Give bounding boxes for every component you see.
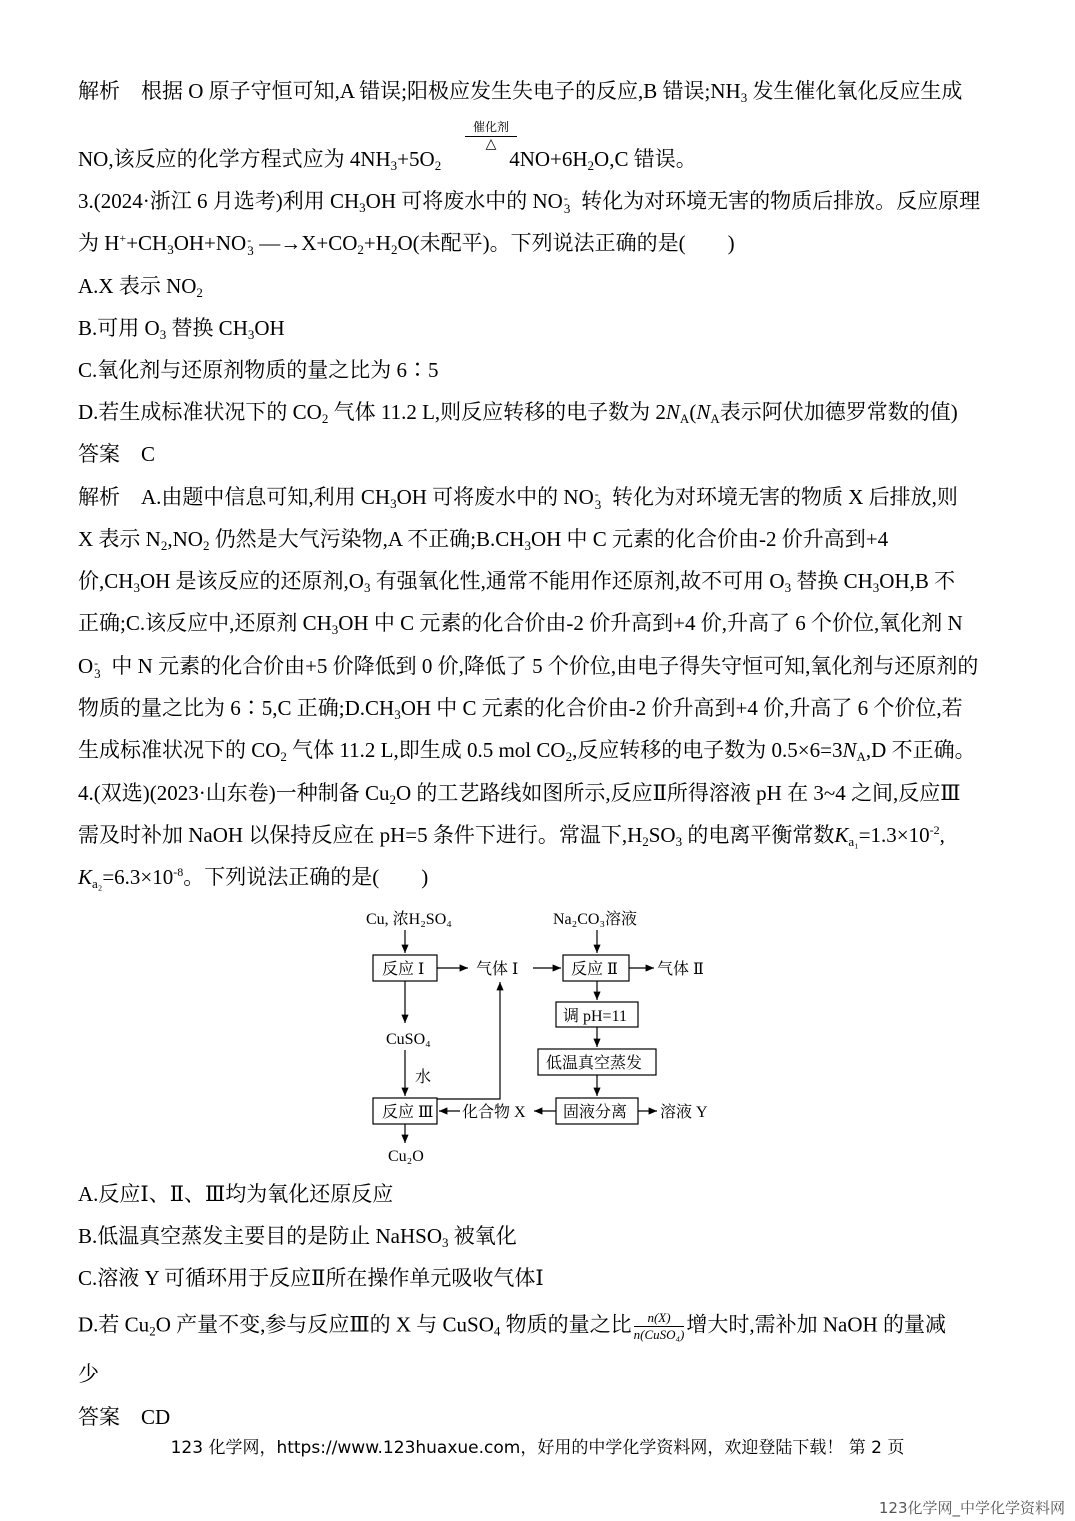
separation-box (556, 1098, 638, 1124)
gas-1-label: 气体 Ⅰ (476, 961, 519, 978)
option-a: A.X 表示 $NO_2$ (78, 274, 203, 300)
cuso4-label: CuSO₄ (386, 1031, 431, 1048)
evaporation-label: 低温真空蒸发 (546, 1055, 643, 1072)
explanation-line: 正确;C.该反应中,还原剂 $CH_3OH$ 中 C 元素的化合价由-2 价升高到+4 价,升高了 6 个价位,氧化剂 N (78, 611, 963, 637)
explanation-line: 解析 A.由题中信息可知,利用 $CH_3OH$ 可将废水中的 NO - 3 转化为对环境无害的物质 X 后排放,则 (78, 485, 958, 512)
solution-y-label: 溶液 Y (660, 1104, 708, 1121)
cu2o-label: Cu₂O (388, 1148, 424, 1165)
text-line: 解析 根据 O 原子守恒可知,A 错误;阳极应发生失电子的反应,B 错误$;NH_3$ 发生催化氧化反应生成 (78, 79, 963, 105)
option-d: D.若生成标准状况下的 $CO_2$ 气体 11.2 L,则反应转移的电子数为 $2N_A(N_A$表示阿伏加德罗常数的值) (78, 400, 958, 426)
compound-x-label: 化合物 X (462, 1104, 526, 1121)
adjust-ph-label: 调 pH=11 (563, 1008, 627, 1025)
heat-symbol: △ (485, 137, 497, 152)
question-3-stem: 3.(2024·浙江 6 月选考)利用 $CH_3OH$ 可将废水中的 NO - 3 转化为对环境无害的物质后排放。反应原理 (78, 189, 981, 216)
answer: 答案 CD (78, 1405, 171, 1429)
evaporation-box (538, 1049, 656, 1075)
question-4-stem: $K_{a_2}=6.3\times 10^{-8}$。下列说法正确的是( ) (78, 865, 429, 891)
option-b: B.可用 $O_3$ 替换 $CH_3OH$ (78, 316, 285, 342)
explanation-line: 生成标准状况下的 $CO_2$ 气体 11.2 L,即生成 0.5 mol $CO_2$,反应转移的电子数为 $0.5\times 6=3N_A,D$ 不正确。 (78, 738, 976, 764)
reaction-1-label: 反应 Ⅰ (382, 961, 425, 978)
explanation-line: O - 3 中 N 元素的化合价由+5 价降低到 0 价,降低了 5 个价位,由电子得失守恒可知,氧化剂与还原剂的 (78, 654, 979, 681)
reaction-2-label: 反应 Ⅱ (571, 961, 618, 978)
input-na2co3: Na₂CO₃溶液 (553, 911, 638, 928)
question-3-stem: 为 $H^++CH_3OH+NO$ - 3 $—\to X+CO_2+H_2O$(未配平)。下列说法正确的是( ) (78, 231, 735, 258)
option-a: A.反应Ⅰ、Ⅱ、Ⅲ均为氧化还原反应 (78, 1182, 394, 1206)
separation-label: 固液分离 (563, 1104, 628, 1121)
option-d-continued: 少 (78, 1362, 99, 1386)
reaction-1-box (373, 955, 437, 981)
explanation-line: 价$,CH_3OH$ 是该反应的还原剂$,O_3$ 有强氧化性,通常不能用作还原剂,故不可用 $O_3$ 替换 $CH_3OH,B$ 不 (78, 569, 956, 595)
reaction-3-box (373, 1098, 437, 1124)
page-footer: 123 化学网，https://www.123huaxue.com，好用的中学化学资料网，欢迎登陆下载！ 第 2 页 (170, 1438, 905, 1458)
option-d: D.若 $Cu_2O$ 产量不变,参与反应Ⅲ的 X 与 CuSO$_4$ 物质的量之比 $\frac{n(X)}{\text{n(CuSO₄)}}$ 增大时,需补加 NaOH 的量减 (78, 1310, 946, 1342)
explanation-line: X 表示 $N_2,NO_2$ 仍然是大气污染物,A 不正确$;B.CH_3OH$ 中 C 元素的化合价由-2 价升高到+4 (78, 527, 889, 553)
explanation-line: 物质的量之比为 6∶5,C 正确$;D.CH_3OH$ 中 C 元素的化合价由-2 价升高到+4 价,升高了 6 个价位,若 (78, 696, 963, 722)
option-b: B.低温真空蒸发主要目的是防止 NaHSO$_3$ 被氧化 (78, 1224, 517, 1250)
text-line: NO,该反应的化学方程式应为 $4NH_3+5O_2$ $4NO+6H_2O,C$ 错误。 (78, 147, 697, 173)
input-cu-acid: Cu, 浓H₂SO₄ (366, 911, 452, 928)
reaction-2-box (563, 955, 629, 981)
question-4-stem: 需及时补加 NaOH 以保持反应在 pH=5 条件下进行。常温下$,H_2SO_3$ 的电离平衡常数$K_{a_1}=1.3\times 10^{-2}$, (78, 823, 945, 849)
mole-ratio-fraction: $\frac{n(X)}{\text{n(CuSO₄)}}$ (633, 1310, 685, 1342)
water-label: 水 (415, 1069, 432, 1086)
watermark: 123化学网_中学化学资料网 (878, 1499, 1065, 1517)
question-4-stem: 4.(双选)(2023·山东卷)一种制备 $Cu_2O$ 的工艺路线如图所示,反应Ⅱ所得溶液 pH 在 3~4 之间,反应Ⅲ (78, 781, 961, 807)
option-c: C.氧化剂与还原剂物质的量之比为 6∶5 (78, 358, 439, 382)
option-c: C.溶液 Y 可循环用于反应Ⅱ所在操作单元吸收气体Ⅰ (78, 1266, 544, 1290)
gas-2-label: 气体 Ⅱ (657, 961, 704, 978)
reaction-3-label: 反应 Ⅲ (382, 1104, 434, 1121)
catalyst-label: 催化剂 (472, 120, 509, 134)
answer: 答案 C (78, 442, 156, 466)
adjust-ph-box (556, 1002, 638, 1027)
